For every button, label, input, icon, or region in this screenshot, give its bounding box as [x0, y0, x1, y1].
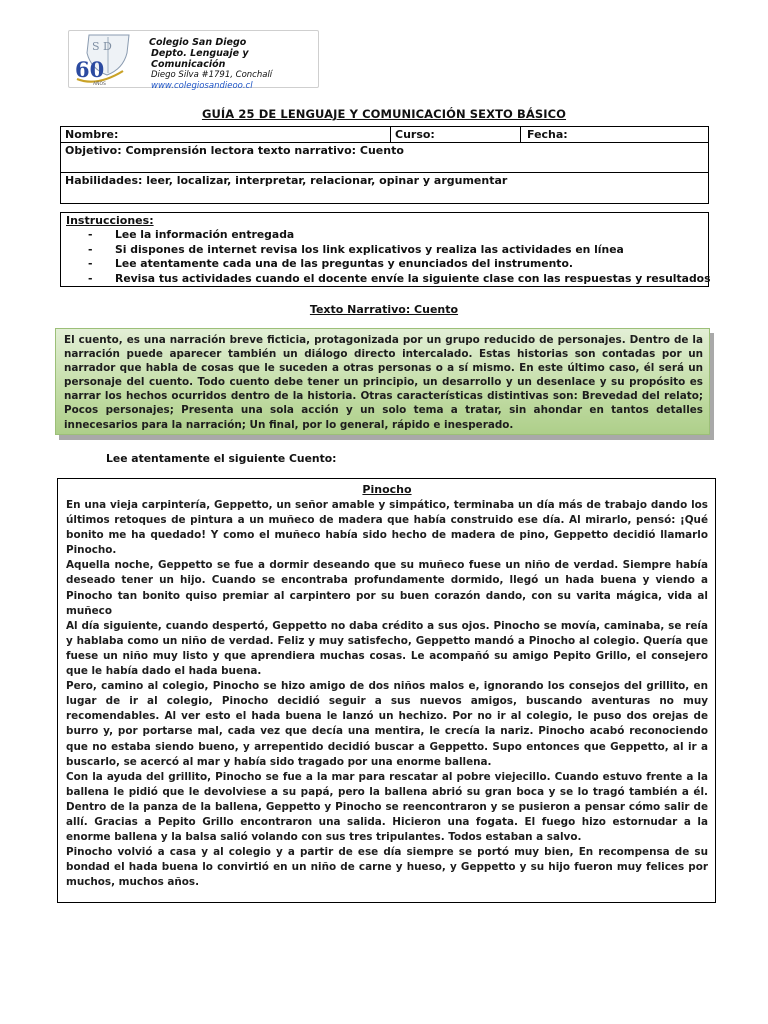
school-name: Colegio San Diego	[149, 37, 247, 48]
list-item: - Lee la información entregada	[88, 228, 295, 241]
story-box	[57, 478, 716, 903]
story-paragraph: En una vieja carpintería, Geppetto, un señor amable y simpático, terminaba un día más de trabajo dando los últimos retoques de pintura a un muñeco de madera que había construido ese día. Al mirarlo, pensó: ¡Qué bonito me ha quedado! Y como el muñeco había sido hecho de madera de pino, Geppetto decidió llamarlo Pinocho.	[66, 499, 708, 557]
objective-text: Objetivo: Comprensión lectora texto narrativo: Cuento	[61, 143, 708, 173]
story-paragraph: Con la ayuda del grillito, Pinocho se fue a la mar para rescatar al pobre viejecillo. Cuando estuvo frente a la ballena le pidió que le devolviese a su papá, pero la ballena abrió su gran boca y se lo tragó también a él. Dentro de la panza de la ballena, Geppetto y Pinocho se reencontraron y se pusieron a pensar cómo salir de allí. Gracias a Pepito Grillo encontraron una salida. Hicieron una fogata. El fuego hizo estornudar a la enorme ballena y la balsa salió volando con sus tres tripulantes. Todos estaban a salvo.	[66, 770, 708, 844]
department-name: Depto. Lenguaje y Comunicación	[151, 48, 249, 70]
story-paragraph: Pinocho volvió a casa y al colegio y a partir de ese día siempre se portó muy bien, En recompensa de su bondad el hada buena lo convirtió en un niño de carne y hueso, y Geppetto y su hijo fueron muy felices por muchos, muchos años.	[66, 846, 708, 889]
instructions-list	[66, 228, 711, 286]
course-field[interactable]: Curso:	[391, 127, 521, 143]
school-website-link[interactable]: www.colegiosandieoo.cl	[151, 81, 253, 91]
svg-text:60: 60	[75, 57, 105, 82]
story-title: Pinocho	[362, 483, 412, 496]
list-item: - Si dispones de internet revisa los link explicativos y realiza las actividades en línea	[88, 242, 624, 256]
list-item: - Lee atentamente cada una de las preguntas y enunciados del instrumento.	[88, 257, 573, 270]
student-info-table	[60, 126, 709, 204]
concept-box: El cuento, es una narración breve ficticia, protagonizada por un grupo reducido de personajes. Dentro de la narración puede aparecer también un diálogo directo intercalado. Estas historias son contadas por un narrador que habla de cosas que le suceden a otras personas o a sí mismo. En este último caso, él será un personaje del cuento. Todo cuento debe tener un principio, un desarrollo y un desenlace y su propósito es narrar los hechos ocurridos dentro de la historia. Otras características distintivas son: Brevedad del relato; Pocos personajes; Presenta una sola acción y un solo tema a tratar, sin ahondar en tantos detalles innecesarios para la narración; Un final, por lo general, rápido e inesperado.	[55, 328, 710, 435]
school-address: Diego Silva #1791, Conchalí	[151, 70, 273, 80]
school-logo	[73, 33, 131, 87]
story-paragraph: Al día siguiente, cuando despertó, Geppetto no daba crédito a sus ojos. Pinocho se movía, caminaba, se reía y hablaba como un niño de verdad. Feliz y muy satisfecho, Geppetto mandó a Pinocho al colegio. Quería que fuese un niño muy listo y que aprendiera muchas cosas. Le acompañó su amigo Pepito Grillo, el consejero que le había dado el hada buena.	[66, 619, 708, 678]
story-paragraph: Aquella noche, Geppetto se fue a dormir deseando que su muñeco fuese un niño de verdad. Siempre había deseado tener un hijo. Cuando se encontraba profundamente dormido, llegó un hada buena y viendo a Pinocho tan bonito quiso premiar al carpintero por su buen corazón dando, con su varita mágica, vida al muñeco	[66, 559, 708, 617]
guide-title: GUÍA 25 DE LENGUAJE Y COMUNICACIÓN SEXTO BÁSICO	[201, 107, 567, 121]
story-paragraph: Pero, camino al colegio, Pinocho se hizo amigo de dos niños malos e, ignorando los consejos del grillito, en lugar de ir al colegio, Pinocho decidió seguir a sus nuevos amigos, buscando aventuras no muy recomendables. Al ver esto el hada buena le lanzó un hechizo. Por no ir al colegio, le puso dos orejas de burro y, por portarse mal, cada vez que decía una mentira, le crecía la nariz. Pinocho acabó reconociendo que no estaba siendo bueno, y arrepentido decidió buscar a Geppetto. Supo entonces que Geppetto, al ir a buscarlo, se acercó al mar y había sido tragado por una enorme ballena.	[66, 680, 708, 768]
svg-text:AÑOS: AÑOS	[93, 82, 106, 87]
list-item: - Revisa tus actividades cuando el docente envíe la siguiente clase con las respuestas y resultados	[88, 271, 711, 285]
name-field[interactable]: Nombre:	[61, 127, 391, 143]
info-row-student	[61, 127, 708, 143]
skills-text: Habilidades: leer, localizar, interpretar, relacionar, opinar y argumentar	[65, 174, 508, 187]
svg-text:S D: S D	[92, 40, 112, 53]
instructions-title: Instrucciones:	[66, 214, 154, 227]
section-title: Texto Narrativo: Cuento	[309, 303, 459, 316]
date-field[interactable]: Fecha:	[527, 128, 568, 141]
instructions-box	[60, 212, 709, 287]
school-header	[68, 30, 319, 91]
reading-lead: Lee atentamente el siguiente Cuento:	[106, 452, 337, 465]
